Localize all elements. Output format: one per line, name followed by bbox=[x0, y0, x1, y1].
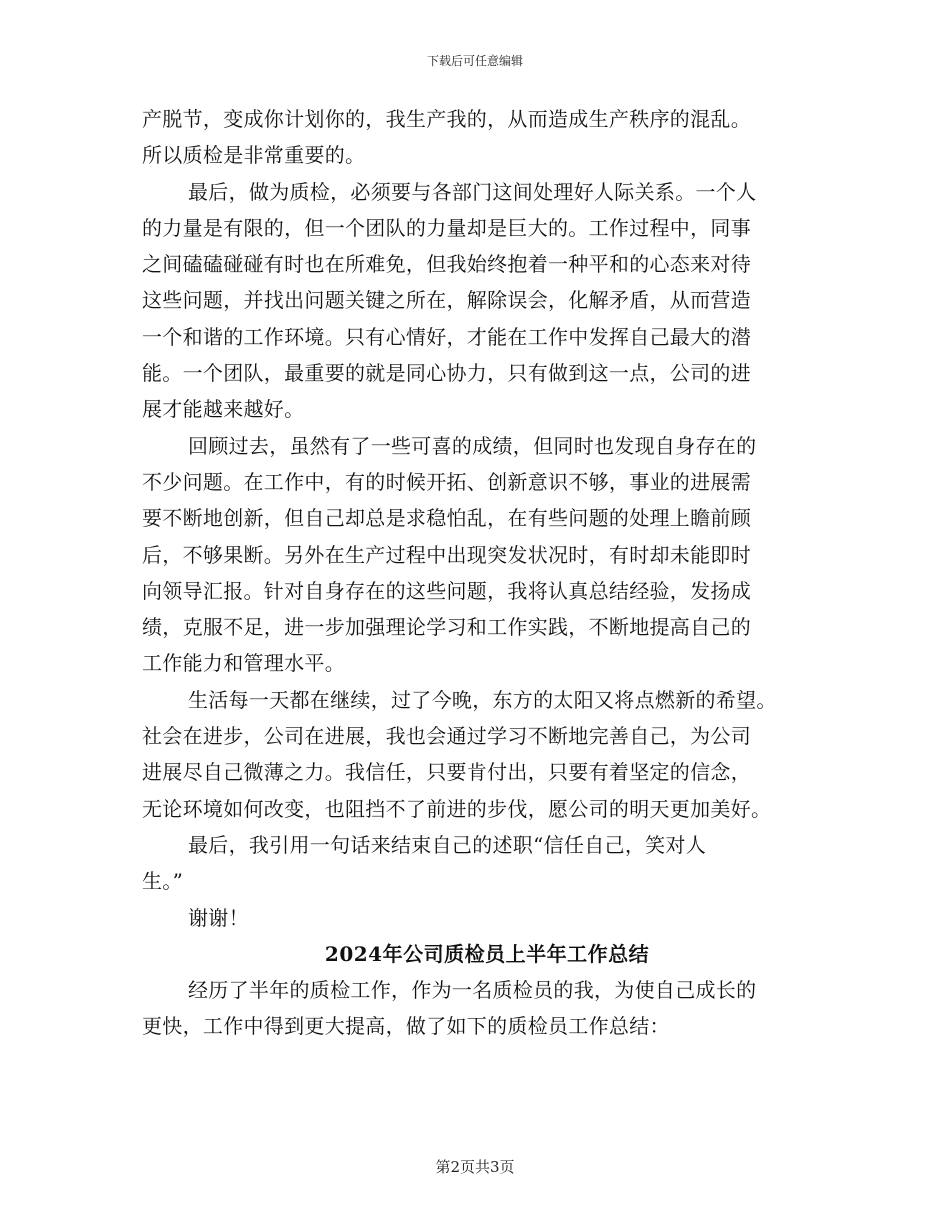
text-line: 所以质检是非常重要的。 bbox=[142, 143, 366, 168]
text-line: 要不断地创新，但自己却总是求稳怕乱，在有些问题的处理上瞻前顾 bbox=[142, 506, 751, 531]
text-line: 的力量是有限的，但一个团队的力量却是巨大的。工作过程中，同事 bbox=[142, 215, 751, 240]
text-line: 产脱节，变成你计划你的，我生产我的，从而造成生产秩序的混乱。 bbox=[142, 107, 751, 131]
text-line: 这些问题，并找出问题关键之所在，解除误会，化解矛盾，从而营造 bbox=[142, 288, 751, 313]
text-line: 向领导汇报。针对自身存在的这些问题，我将认真总结经验，发扬成 bbox=[142, 578, 751, 603]
text-line: 最后，我引用一句话来结束自己的述职“信任自己，笑对人 bbox=[188, 832, 707, 857]
section-title: 2024年公司质检员上半年工作总结 bbox=[324, 941, 650, 966]
text-line: 一个和谐的工作环境。只有心情好，才能在工作中发挥自己最大的潜 bbox=[142, 324, 751, 349]
text-line: 社会在进步，公司在进展，我也会通过学习不断地完善自己，为公司 bbox=[142, 724, 751, 749]
text-line: 谢谢！ bbox=[188, 905, 249, 930]
text-line: 展才能越来越好。 bbox=[142, 397, 305, 422]
page-header: 下载后可任意编辑 bbox=[426, 54, 523, 68]
text-line: 之间磕磕碰碰有时也在所难免，但我始终抱着一种平和的心态来对待 bbox=[142, 252, 751, 277]
text-line: 工作能力和管理水平。 bbox=[142, 651, 345, 676]
text-line: 绩，克服不足，进一步加强理论学习和工作实践，不断地提高自己的 bbox=[142, 615, 751, 640]
text-line: 生。” bbox=[142, 869, 184, 894]
page-number: 第2页共3页 bbox=[435, 1158, 515, 1176]
text-line: 回顾过去，虽然有了一些可喜的成绩，但同时也发现自身存在的 bbox=[188, 433, 757, 458]
text-line: 进展尽自己微薄之力。我信任，只要肯付出，只要有着坚定的信念， bbox=[142, 760, 751, 785]
text-line: 生活每一天都在继续，过了今晚，东方的太阳又将点燃新的希望。 bbox=[188, 687, 777, 712]
text-line: 能。一个团队，最重要的就是同心协力，只有做到这一点，公司的进 bbox=[142, 361, 751, 386]
text-line: 不少问题。在工作中，有的时候开拓、创新意识不够，事业的进展需 bbox=[142, 469, 751, 494]
text-line: 最后，做为质检，必须要与各部门这间处理好人际关系。一个人 bbox=[188, 179, 757, 204]
text-line: 更快，工作中得到更大提高，做了如下的质检员工作总结： bbox=[142, 1014, 670, 1039]
text-line: 后，不够果断。另外在生产过程中出现突发状况时，有时却未能即时 bbox=[142, 542, 751, 567]
document-body bbox=[142, 101, 814, 1045]
text-line: 经历了半年的质检工作，作为一名质检员的我，为使自己成长的 bbox=[188, 978, 757, 1003]
text-line: 无论环境如何改变，也阻挡不了前进的步伐，愿公司的明天更加美好。 bbox=[142, 796, 772, 821]
